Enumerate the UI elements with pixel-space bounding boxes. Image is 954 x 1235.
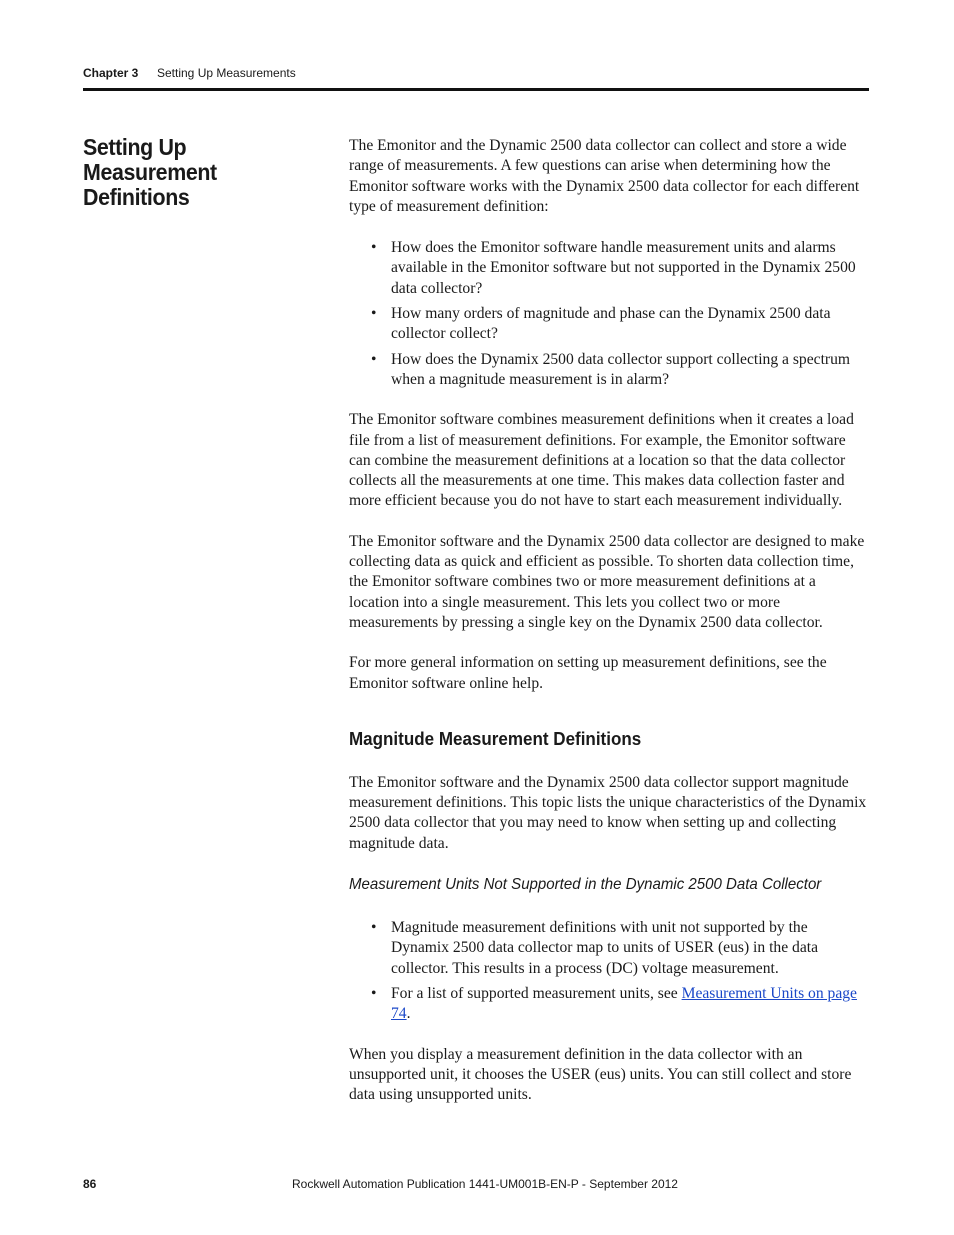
list-item xyxy=(349,238,869,299)
header-rule xyxy=(83,88,869,91)
paragraph: The Emonitor software and the Dynamix 2500 data collector are designed to make collecting data as quick and efficient as possible. To shorten data collection time, the Emonitor software combines two or more measurement definitions at a location into a single measurement. This lets you collect two or more measurements by pressing a single key on the Dynamix 2500 data collector. xyxy=(349,532,865,631)
list-item xyxy=(349,304,869,345)
bullet-icon: • xyxy=(371,239,377,257)
bullet-icon: • xyxy=(371,919,377,937)
intro-paragraph: The Emonitor and the Dynamic 2500 data collector can collect and store a wide range of measurements. A few questions can arise when determining how the Emonitor software works with the Dynamix 2500 data collector for each different type of measurement definition: xyxy=(349,137,860,215)
list-item xyxy=(349,918,869,979)
bullet-icon: • xyxy=(371,305,377,323)
list-item-text: How many orders of magnitude and phase can the Dynamix 2500 data collector collect? xyxy=(391,305,831,343)
list-item xyxy=(349,350,869,391)
list-item-prefix: For a list of supported measurement units, see xyxy=(391,984,682,1002)
body-column xyxy=(349,136,869,1105)
chapter-title: Setting Up Measurements xyxy=(157,66,296,80)
running-header xyxy=(83,66,296,80)
subsection-intro: The Emonitor software and the Dynamix 2500 data collector support magnitude measurement definitions. This topic lists the unique characteristics of the Dynamix 2500 data collector that you may need to know when setting up and collecting magnitude data. xyxy=(349,773,867,852)
bullet-icon: • xyxy=(371,984,377,1002)
publication-footer: Rockwell Automation Publication 1441-UM001B-EN-P - September 2012 xyxy=(292,1177,678,1191)
page-number: 86 xyxy=(83,1177,97,1191)
chapter-label: Chapter 3 xyxy=(83,66,139,80)
list-item-text: Magnitude measurement definitions with unit not supported by the Dynamix 2500 data collector map to units of USER (eus) in the data collector. This results in a process (DC) voltage measurement. xyxy=(391,919,819,977)
questions-list xyxy=(349,238,869,390)
italic-subheading: Measurement Units Not Supported in the Dynamic 2500 Data Collector xyxy=(349,876,822,894)
list-item-text: How does the Emonitor software handle measurement units and alarms available in the Emonitor software but not supported in the Dynamix 2500 data collector? xyxy=(391,239,856,297)
list-item xyxy=(349,984,869,1025)
list-item-text: How does the Dynamix 2500 data collector support collecting a spectrum when a magnitude measurement is in alarm? xyxy=(391,350,851,388)
section-heading: Setting Up Measurement Definitions xyxy=(83,134,217,210)
subsection-heading: Magnitude Measurement Definitions xyxy=(349,727,642,749)
paragraph: For more general information on setting up measurement definitions, see the Emonitor software online help. xyxy=(349,654,827,692)
paragraph: The Emonitor software combines measurement definitions when it creates a load file from a list of measurement definitions. For example, the Emonitor software can combine the measurement definitions at a location so that the data collector collects all the measurements at one time. This makes data collection faster and more efficient because you do not have to start each measurement individually. xyxy=(349,411,854,510)
bullet-icon: • xyxy=(371,350,377,368)
closing-paragraph: When you display a measurement definition in the data collector with an unsupported unit, it chooses the USER (eus) units. You can still collect and store data using unsupported units. xyxy=(349,1045,852,1104)
units-list xyxy=(349,918,869,1024)
measurement-units-link[interactable]: Measurement Units on page 74 xyxy=(391,984,857,1023)
list-item-suffix: . xyxy=(406,1005,411,1023)
